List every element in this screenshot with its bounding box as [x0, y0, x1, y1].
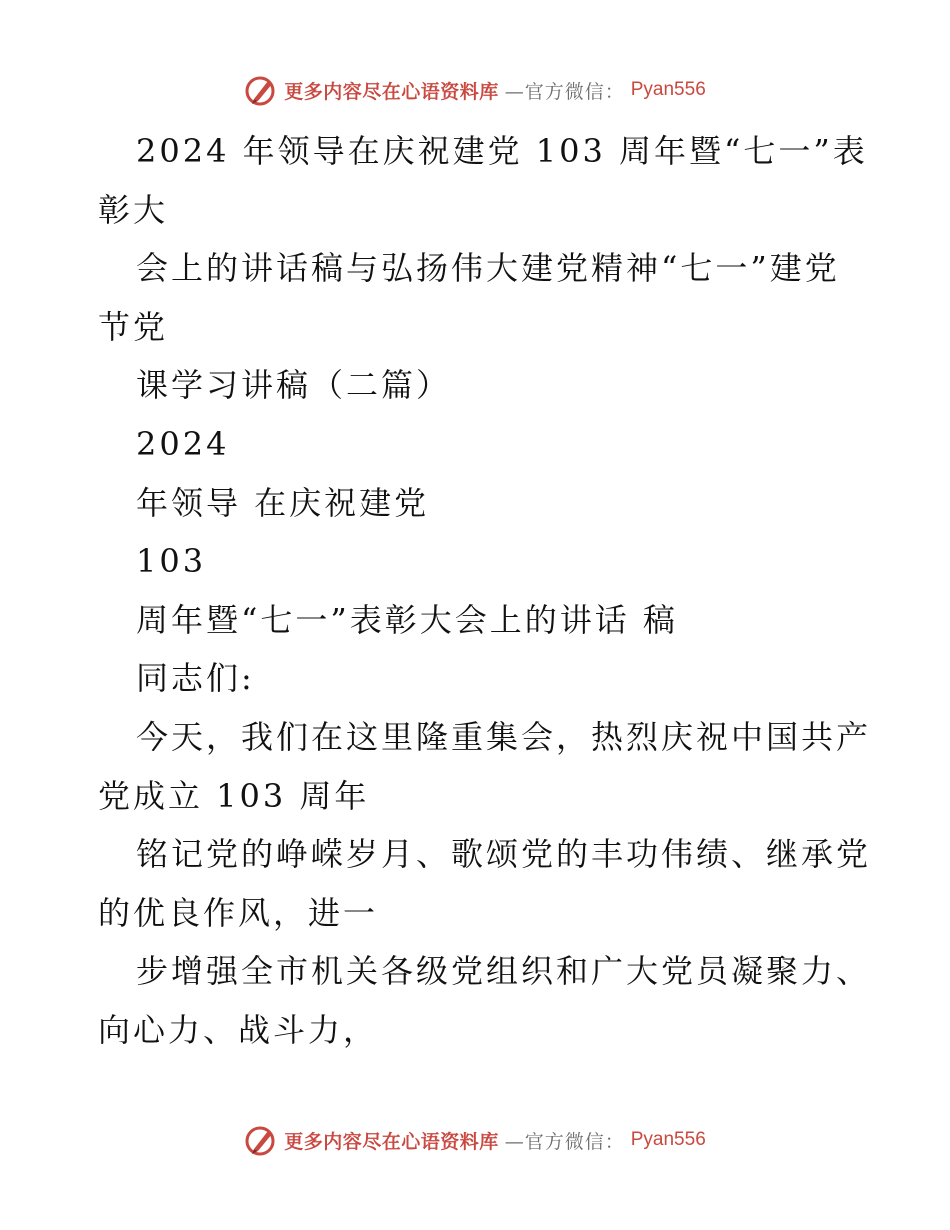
banner-wechat-id: Pyan556: [630, 79, 706, 100]
pen-logo-icon: [244, 1123, 278, 1157]
text-line: 党成立 103 周年: [98, 776, 370, 815]
text-line: 会上的讲话稿与弘扬伟大建党精神“七一”建党: [136, 249, 840, 288]
text-line: 步增强全市机关各级党组织和广大党员凝聚力、: [136, 952, 872, 991]
text-line: 同志们:: [136, 659, 255, 698]
pen-logo-icon: [244, 73, 278, 107]
text-line: 向心力、战斗力，: [98, 1010, 379, 1049]
text-line: 的优良作风，进一: [98, 893, 379, 932]
banner-site-name: 更多内容尽在心语资料库: [284, 1130, 499, 1153]
text-line: 周年暨“七一”表彰大会上的讲话 稿: [136, 600, 678, 639]
text-line: 2024 年领导在庆祝建党 103 周年暨“七一”表: [136, 132, 868, 170]
footer-watermark-banner: [0, 1120, 950, 1160]
document-body: [98, 122, 872, 1060]
banner-site-name: 更多内容尽在心语资料库: [284, 80, 499, 103]
text-line: 铭记党的峥嵘岁月、歌颂党的丰功伟绩、继承党: [136, 835, 872, 874]
text-line: 今天，我们在这里隆重集会，热烈庆祝中国共产: [136, 717, 872, 756]
header-watermark-banner: [0, 70, 950, 110]
text-line: 课学习讲稿（二篇）: [136, 366, 452, 405]
banner-wechat-label: —官方微信：: [504, 1130, 625, 1153]
text-line: 节党: [98, 307, 169, 346]
banner-wechat-label: —官方微信：: [504, 80, 625, 103]
text-line: 103: [136, 542, 207, 581]
text-line: 2024: [136, 424, 230, 463]
text-line: 年领导 在庆祝建党: [136, 483, 430, 522]
text-line: 彰大: [98, 190, 169, 229]
banner-wechat-id: Pyan556: [630, 1129, 706, 1150]
